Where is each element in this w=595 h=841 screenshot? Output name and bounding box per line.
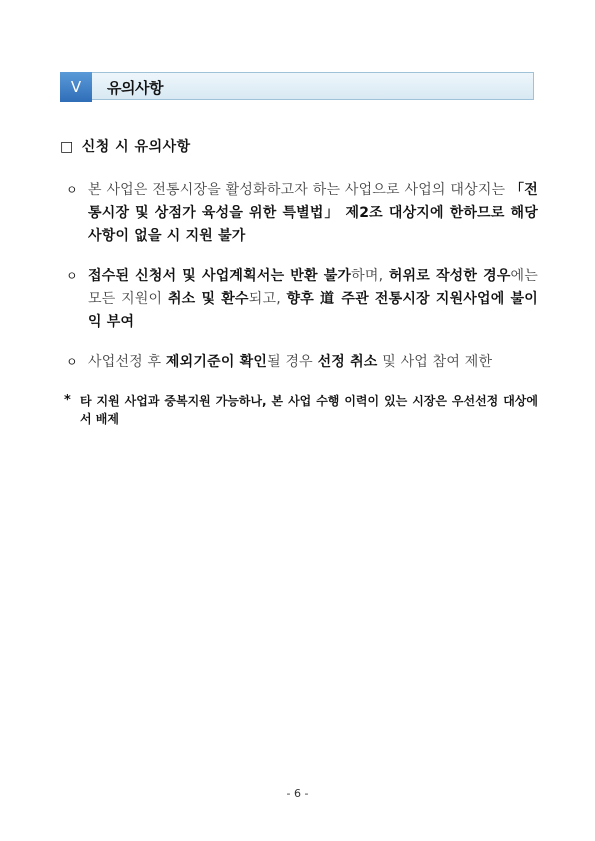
notice-item-1 (66, 179, 538, 248)
page-number: - 6 - (286, 787, 309, 800)
text-segment-bold: 취소 및 환수 (167, 291, 249, 307)
footnote (64, 392, 538, 428)
text-segment: 될 경우 (267, 354, 318, 370)
bullet-icon: ㅇ (66, 183, 78, 197)
text-segment-bold: 제외기준이 확인 (165, 354, 268, 370)
text-segment-bold: 선정 취소 (317, 354, 378, 370)
text-segment-bold: 향후 道 주관 전통시장 지원사업에 불이익 부여 (88, 291, 539, 330)
text-segment-bold: 접수된 신청서 및 사업계획서는 반환 불가 (88, 268, 352, 284)
footnote-text: 타 지원 사업과 중복지원 가능하나, 본 사업 수행 이력이 있는 시장은 우선선정 대상에서 배제 (80, 394, 538, 426)
text-segment: 사업선정 후 (88, 354, 166, 370)
text-segment-bold: 「전통시장 및 상점가 육성을 위한 특별법」 제2조 대상지에 한하므로 해당 사항이 없을 시 지원 불가 (88, 182, 538, 244)
checkbox-square-icon: □ (60, 139, 74, 155)
text-segment-bold: 허위로 작성한 경우 (388, 268, 511, 284)
bullet-icon: ㅇ (66, 269, 78, 283)
notice-text-1 (88, 179, 538, 248)
section-title: 유의사항 (107, 79, 163, 97)
bullet-icon: ㅇ (66, 355, 78, 369)
asterisk-icon: * (64, 393, 71, 408)
text-segment: 하며, (351, 268, 389, 284)
notice-text-3 (88, 351, 538, 374)
text-segment: 및 사업 참여 제한 (377, 354, 493, 370)
text-segment: 본 사업은 전통시장을 활성화하고자 하는 사업으로 사업의 대상지는 (88, 182, 510, 198)
text-segment: 에는 모든 지원이 (88, 268, 538, 307)
section-number-box: Ⅴ (60, 72, 92, 102)
subheading-title: 신청 시 유의사항 (81, 139, 191, 155)
notice-item-3 (66, 351, 538, 374)
subheading (60, 136, 191, 156)
text-segment: 되고, (248, 291, 287, 307)
notice-item-2 (66, 265, 538, 334)
notice-text-2 (88, 265, 538, 334)
